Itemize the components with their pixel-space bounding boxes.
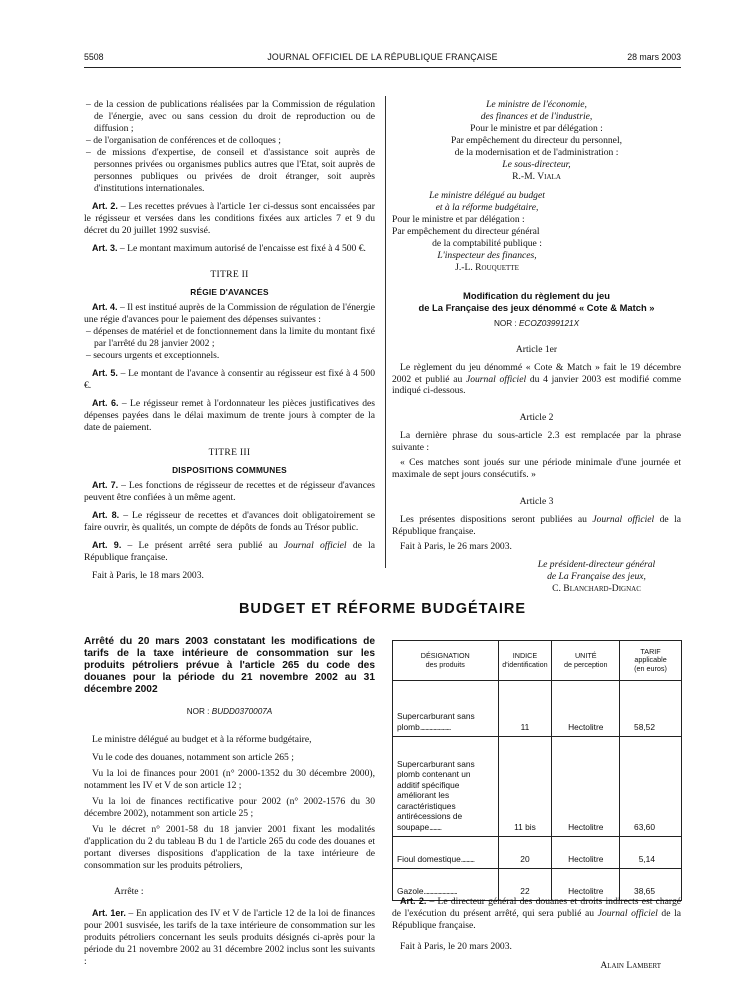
issue-date: 28 mars 2003 — [627, 52, 681, 62]
cell-unite: Hectolitre — [552, 737, 620, 837]
article-1-text: Le règlement du jeu dénommé « Cote & Match » fait le 19 décembre 2002 et publié au Journal officiel du 4 janvier 2003 est modifié comme indiqué ci-dessous. — [392, 361, 681, 397]
nor-reference: NOR : ECOZ0399121X — [493, 319, 580, 329]
table-row — [393, 681, 682, 737]
article-6: Art. 6. – Le régisseur remet à l'ordonnateur les pièces justificatives des dépenses payées dans le délai maximum de trente jours à compter de la date de paiement. — [84, 398, 375, 434]
signature-block-fdj: Le président-directeur général de La Française des jeux, C. Blanchard-Dignac — [392, 559, 681, 595]
cell-unite: Hectolitre — [552, 837, 620, 869]
cell-tarif: 5,14 — [620, 837, 682, 869]
signature-block-economie: Le ministre de l'économie, des finances et de l'industrie, Pour le ministre et par délégation : Par empêchement du directeur du personnel, de la modernisation et de l'administration : Le sous-directeur, R.-M. Viala — [392, 99, 681, 183]
titre-2-heading: TITRE II — [210, 268, 249, 280]
arrete-heading: Arrête : — [114, 886, 144, 898]
cell-designation: Fioul domestique.......... — [393, 837, 499, 869]
article-9: Art. 9. – Le présent arrêté sera publié au Journal officiel de la République française. — [84, 540, 375, 564]
article-3-heading: Article 3 — [519, 496, 554, 508]
signatory-name: J.-L. Rouquette — [455, 261, 519, 273]
signatory-name: C. Blanchard-Dignac — [552, 583, 641, 595]
cell-tarif: 38,65 — [620, 869, 682, 901]
header-rule — [84, 67, 681, 68]
article-3: Art. 3. – Le montant maximum autorisé de l'encaisse est fixé à 4 500 €. — [92, 242, 366, 254]
cell-indice: 22 — [498, 869, 552, 901]
left-column-top — [84, 99, 375, 582]
cell-indice: 11 — [498, 681, 552, 737]
arrete-paragraph: Vu le code des douanes, notamment son article 265 ; — [92, 752, 294, 764]
mod-title-line1: Modification du règlement du jeu — [463, 289, 610, 301]
cell-designation: Supercarburant sans plomb contenant un additif spécifique améliorant les caractéristiques antirécessions de soupape......... — [393, 737, 499, 837]
arrete-paragraph: Vu la loi de finances rectificative pour 2002 (n° 2002-1576 du 30 décembre 2002), notamment son article 25 ; — [84, 796, 375, 820]
list-item: – de missions d'expertise, de conseil et d'assistance soit auprès de personnes privées ou organismes publics autres que l'Etat, soit auprès de personnes publiques ou privées de droit étranger, soit auprès d'institutions internationales. — [86, 146, 375, 194]
cell-tarif: 58,52 — [620, 681, 682, 737]
list-item: – de l'organisation de conférences et de colloques ; — [86, 134, 281, 146]
page-number: 5508 — [84, 52, 104, 62]
list-item: – dépenses de matériel et de fonctionnement dans la limite du montant fixé par l'arrêté du 28 janvier 2002 ; — [86, 326, 375, 350]
arrete-paragraph: Le ministre délégué au budget et à la réforme budgétaire, — [92, 734, 312, 746]
table-row — [393, 737, 682, 837]
journal-title: JOURNAL OFFICIEL DE LA RÉPUBLIQUE FRANÇAISE — [267, 52, 498, 62]
cell-indice: 20 — [498, 837, 552, 869]
page-header — [84, 52, 681, 64]
section-title: BUDGET ET RÉFORME BUDGÉTAIRE — [238, 601, 527, 617]
article-2-text: La dernière phrase du sous-article 2.3 est remplacée par la phrase suivante : — [392, 430, 681, 454]
arrete-article-1: Art. 1er. – En application des IV et V de l'article 12 de la loi de finances pour 2001 susvisée, les tarifs de la taxe intérieure de consommation sur les produits pétroliers concernant les seuls produits désignés ci-après pour la période du 21 novembre 2002 au 31 décembre 2002 inclus sont les suivants : — [84, 908, 375, 968]
cell-unite: Hectolitre — [552, 869, 620, 901]
fait-a-paris: Fait à Paris, le 20 mars 2003. — [400, 940, 512, 952]
article-4: Art. 4. – Il est institué auprès de la Commission de régulation de l'énergie une régie d'avances pour le paiement des dépenses suivantes : — [84, 302, 376, 326]
arrete-title: Arrêté du 20 mars 2003 constatant les modifications de tarifs de la taxe intérieure de consommation sur les produits pétroliers prévue à l'article 265 du code des douanes pour la période du 21 novembre 2002 au 31 décembre 2002 — [84, 636, 375, 696]
article-7: Art. 7. – Les fonctions de régisseur de recettes et de régisseur d'avances peuvent être confiées à un même agent. — [84, 480, 375, 504]
arrete-paragraph: Vu le décret n° 2001-58 du 18 janvier 2001 fixant les modalités d'application du 2 du tableau B du 1 de l'article 265 du code des douanes et portant diverses dispositions d'application de la taxe intérieure de consommation sur les produits pétroliers, — [84, 824, 375, 872]
cell-designation: Gazole......................... — [393, 869, 499, 901]
titre-3-heading: TITRE III — [208, 447, 251, 458]
list-item: – de la cession de publications réalisées par la Commission de régulation de l'énergie, avec ou sans cession du droit de reproduction ou de diffusion ; — [86, 99, 375, 134]
signature-block-budget: Le ministre délégué au budget et à la réforme budgétaire, Pour le ministre et par délégation : Par empêchement du directeur général de la comptabilité publique : L'inspecteur des finances, J.-L. Rouquette — [392, 190, 582, 274]
signatory-name: Alain Lambert — [600, 959, 661, 971]
table-header-row — [393, 641, 682, 681]
column-header-designation: DÉSIGNATION des produits — [393, 641, 499, 681]
article-2-quote: « Ces matches sont joués sur une période minimale d'une journée et maximale de sept jours consécutifs. » — [392, 457, 681, 481]
column-divider — [385, 96, 386, 568]
article-8: Art. 8. – Le régisseur de recettes et d'avances doit obligatoirement se faire ouvrir, ès qualités, un compte de dépôts de fonds au Trésor public. — [84, 510, 375, 534]
article-5: Art. 5. – Le montant de l'avance à consentir au régisseur est fixé à 4 500 €. — [84, 368, 376, 392]
table-row — [393, 837, 682, 869]
arrete-article-2: Art. 2. – Le directeur général des douanes et droits indirects est chargé de l'exécution du présent arrêté, qui sera publié au Journal officiel de la République française. — [392, 896, 682, 931]
list-item: – secours urgents et exceptionnels. — [86, 350, 220, 362]
arrete-column — [84, 636, 375, 968]
article-2-heading: Article 2 — [519, 412, 554, 424]
article-2: Art. 2. – Les recettes prévues à l'article 1er ci-dessus sont encaissées par le régisseur et versées dans les conditions fixées aux articles 7 et 9 du décret du 20 juillet 1992 susvisé. — [84, 200, 375, 236]
cell-tarif: 63,60 — [620, 737, 682, 837]
arrete-paragraph: Vu la loi de finances pour 2001 (n° 2000-1352 du 30 décembre 2000), notamment les IV et V de son article 12 ; — [84, 768, 375, 792]
fait-a-paris: Fait à Paris, le 18 mars 2003. — [92, 570, 204, 582]
fait-a-paris: Fait à Paris, le 26 mars 2003. — [400, 541, 512, 553]
cell-indice: 11 bis — [498, 737, 552, 837]
column-header-unite: UNITÉ de perception — [552, 641, 620, 681]
mod-title-line2: de La Française des jeux dénommé « Cote & Match » — [418, 301, 655, 313]
titre-2-subheading: RÉGIE D'AVANCES — [190, 286, 269, 297]
titre-3-subheading: DISPOSITIONS COMMUNES — [172, 464, 287, 475]
arrete-closing — [392, 896, 681, 972]
article-3-text: Les présentes dispositions seront publiées au Journal officiel de la République française. — [392, 514, 681, 538]
article-1-heading: Article 1er — [515, 343, 558, 355]
column-header-indice: INDICE d'identification — [498, 641, 552, 681]
nor-reference: NOR : BUDD0370007A — [186, 707, 273, 717]
cell-unite: Hectolitre — [552, 681, 620, 737]
signatory-name: R.-M. Viala — [512, 170, 561, 182]
cell-designation: Supercarburant sans plomb....................... — [393, 681, 499, 737]
tarif-table — [392, 640, 682, 901]
column-header-tarif: TARIF applicable (en euros) — [620, 641, 682, 681]
right-column-top — [392, 99, 681, 595]
